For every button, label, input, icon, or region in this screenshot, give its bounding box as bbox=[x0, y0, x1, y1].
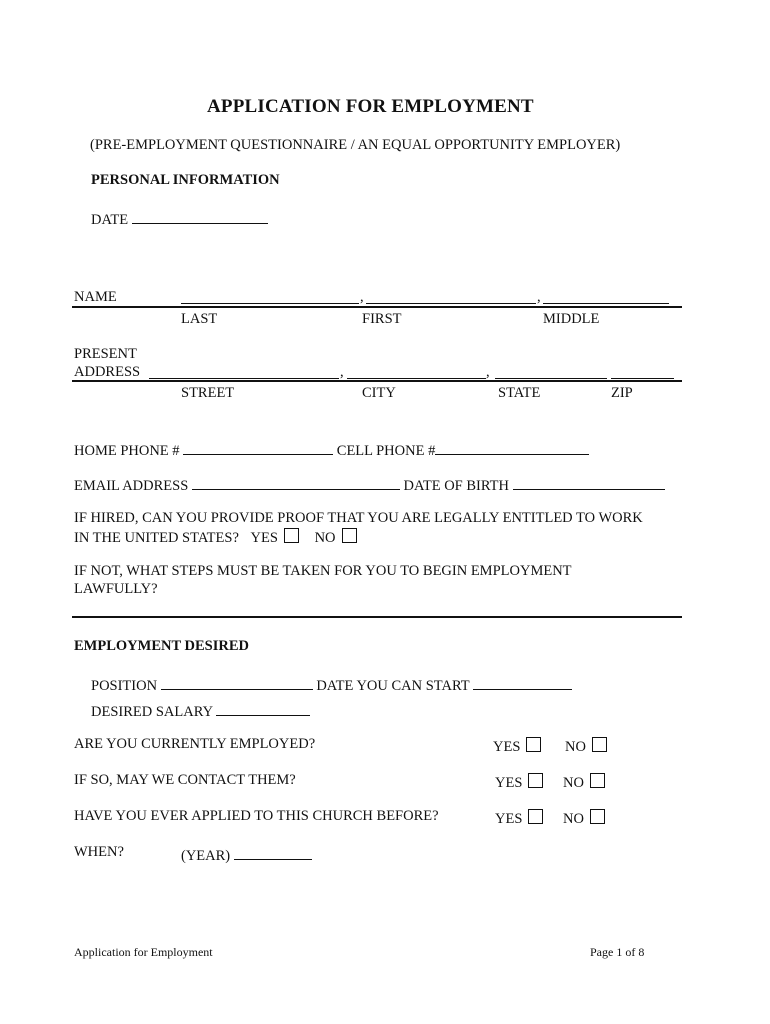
street-field[interactable] bbox=[149, 365, 339, 379]
applied-no-checkbox[interactable] bbox=[590, 809, 605, 824]
start-date-field[interactable] bbox=[473, 675, 572, 690]
section-heading-employment: EMPLOYMENT DESIRED bbox=[74, 638, 249, 654]
divider bbox=[72, 380, 682, 382]
comma: , bbox=[537, 289, 541, 305]
applied-yes-group bbox=[495, 809, 543, 827]
email-label: EMAIL ADDRESS bbox=[74, 478, 189, 494]
subtitle: (PRE-EMPLOYMENT QUESTIONNAIRE / AN EQUAL OPPORTUNITY EMPLOYER) bbox=[90, 137, 621, 153]
salary-label: DESIRED SALARY bbox=[91, 704, 213, 720]
legal-yes-checkbox[interactable] bbox=[284, 528, 299, 543]
position-row bbox=[91, 675, 572, 694]
name-label: NAME bbox=[74, 289, 117, 305]
legal-question-line2-row bbox=[74, 528, 357, 546]
first-sublabel: FIRST bbox=[362, 311, 402, 327]
employed-yes-group bbox=[493, 737, 541, 755]
start-date-label: DATE YOU CAN START bbox=[316, 678, 470, 694]
date-label: DATE bbox=[91, 212, 129, 228]
last-name-field[interactable] bbox=[181, 290, 359, 304]
legal-question-line2: IN THE UNITED STATES? bbox=[74, 530, 239, 546]
employed-no-group bbox=[565, 737, 607, 755]
cell-phone-label: CELL PHONE # bbox=[336, 443, 436, 459]
employed-yes-checkbox[interactable] bbox=[526, 737, 541, 752]
address-label-line1: PRESENT bbox=[74, 346, 137, 362]
date-field[interactable] bbox=[132, 209, 268, 224]
middle-name-field[interactable] bbox=[543, 290, 669, 304]
date-row bbox=[91, 209, 268, 228]
state-field[interactable] bbox=[495, 365, 607, 379]
phone-row bbox=[74, 440, 589, 459]
legal-yes-label: YES bbox=[250, 530, 278, 546]
city-field[interactable] bbox=[347, 365, 486, 379]
email-field[interactable] bbox=[192, 475, 400, 490]
middle-sublabel: MIDDLE bbox=[543, 311, 600, 327]
applied-yes-label: YES bbox=[495, 811, 523, 827]
home-phone-label: HOME PHONE # bbox=[74, 443, 180, 459]
state-sublabel: STATE bbox=[498, 385, 541, 401]
employed-no-checkbox[interactable] bbox=[592, 737, 607, 752]
q-may-contact: IF SO, MAY WE CONTACT THEM? bbox=[74, 772, 296, 788]
comma: , bbox=[486, 364, 490, 380]
contact-no-label: NO bbox=[563, 775, 584, 791]
city-sublabel: CITY bbox=[362, 385, 396, 401]
first-name-field[interactable] bbox=[366, 290, 536, 304]
section-heading-personal: PERSONAL INFORMATION bbox=[91, 172, 280, 188]
position-label: POSITION bbox=[91, 678, 158, 694]
page-title: APPLICATION FOR EMPLOYMENT bbox=[207, 96, 534, 117]
year-label: (YEAR) bbox=[181, 848, 231, 864]
year-field[interactable] bbox=[234, 845, 312, 860]
footer-page-number: Page 1 of 8 bbox=[590, 945, 645, 959]
dob-label: DATE OF BIRTH bbox=[403, 478, 509, 494]
contact-no-group bbox=[563, 773, 605, 791]
section-divider bbox=[72, 616, 682, 618]
applied-no-label: NO bbox=[563, 811, 584, 827]
employed-no-label: NO bbox=[565, 739, 586, 755]
legal-question-line1: IF HIRED, CAN YOU PROVIDE PROOF THAT YOU ARE LEGALLY ENTITLED TO WORK bbox=[74, 510, 643, 526]
contact-yes-checkbox[interactable] bbox=[528, 773, 543, 788]
comma: , bbox=[340, 364, 344, 380]
home-phone-field[interactable] bbox=[183, 440, 333, 455]
comma: , bbox=[360, 289, 364, 305]
cell-phone-field[interactable] bbox=[435, 440, 589, 455]
legal-no-label: NO bbox=[314, 530, 336, 546]
email-dob-row bbox=[74, 475, 665, 494]
applied-yes-checkbox[interactable] bbox=[528, 809, 543, 824]
salary-row bbox=[91, 701, 310, 720]
position-field[interactable] bbox=[161, 675, 313, 690]
footer-doc-name: Application for Employment bbox=[74, 945, 213, 959]
when-label: WHEN? bbox=[74, 844, 124, 860]
legal-no-checkbox[interactable] bbox=[342, 528, 357, 543]
contact-no-checkbox[interactable] bbox=[590, 773, 605, 788]
contact-yes-group bbox=[495, 773, 543, 791]
applied-no-group bbox=[563, 809, 605, 827]
steps-question-line1: IF NOT, WHAT STEPS MUST BE TAKEN FOR YOU TO BEGIN EMPLOYMENT bbox=[74, 563, 572, 579]
street-sublabel: STREET bbox=[181, 385, 235, 401]
employed-yes-label: YES bbox=[493, 739, 521, 755]
address-label-line2: ADDRESS bbox=[74, 364, 141, 380]
dob-field[interactable] bbox=[513, 475, 665, 490]
zip-field[interactable] bbox=[611, 365, 674, 379]
q-applied-before: HAVE YOU EVER APPLIED TO THIS CHURCH BEFORE? bbox=[74, 808, 439, 824]
year-row bbox=[181, 845, 312, 864]
contact-yes-label: YES bbox=[495, 775, 523, 791]
divider bbox=[72, 306, 682, 308]
salary-field[interactable] bbox=[216, 701, 310, 716]
q-currently-employed: ARE YOU CURRENTLY EMPLOYED? bbox=[74, 736, 316, 752]
steps-question-line2: LAWFULLY? bbox=[74, 581, 158, 597]
last-sublabel: LAST bbox=[181, 311, 218, 327]
zip-sublabel: ZIP bbox=[611, 385, 633, 401]
